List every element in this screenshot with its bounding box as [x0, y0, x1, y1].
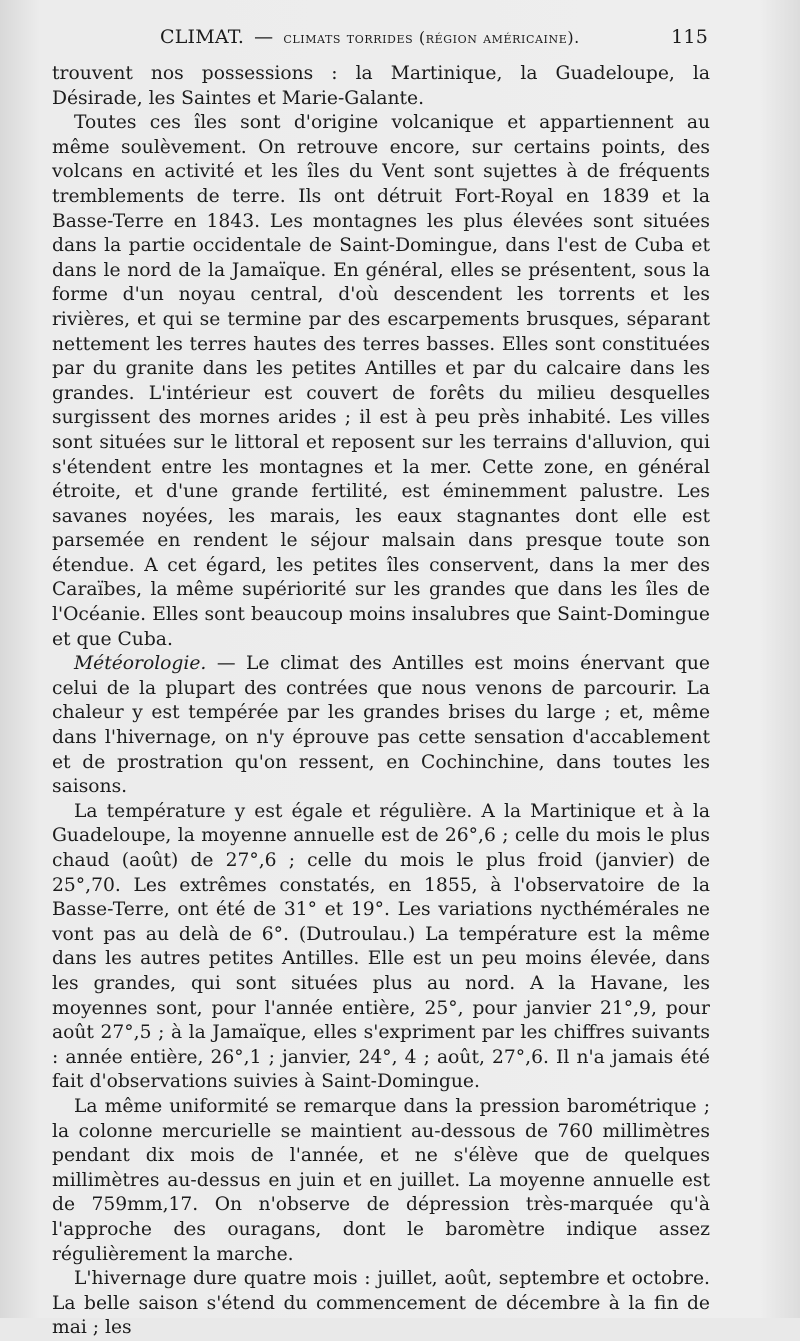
paragraph	[52, 652, 710, 800]
header-left	[160, 26, 580, 48]
header-dash: —	[254, 26, 274, 48]
paragraph: Toutes ces îles sont d'origine volcanique et appartiennent au même soulèvement. On retrouve encore, sur certains points, des volcans en activité et les îles du Vent sont sujettes à de fréquents tremblements de terre. Ils ont détruit Fort-Royal en 1839 et la Basse-Terre en 1843. Les montagnes les plus élevées sont situées dans la partie occidentale de Saint-Domingue, dans l'est de Cuba et dans le nord de la Jamaïque. En général, elles se présentent, sous la forme d'un noyau central, d'où descendent les torrents et les rivières, et qui se termine par des escarpements brusques, séparant nettement les terres hautes des terres basses. Elles sont constituées par du granite dans les petites Antilles et par du calcaire dans les grandes. L'intérieur est couvert de forêts du milieu desquelles surgissent des mornes arides ; il est à peu près inhabité. Les villes sont situées sur le littoral et reposent sur les terrains d'alluvion, qui s'étendent entre les montagnes et la mer. Cette zone, en général étroite, et d'une grande fertilité, est éminemment palustre. Les savanes noyées, les marais, les eaux stagnantes dont elle est parsemée en rendent le séjour malsain dans presque toute son étendue. A cet égard, les petites îles conservent, dans la mer des Caraïbes, la même supériorité sur les grandes que dans les îles de l'Océanie. Elles sont beaucoup moins insalubres que Saint-Domingue et que Cuba.	[52, 112, 710, 650]
page-number: 115	[671, 26, 708, 48]
section-heading: Météorologie.	[74, 653, 207, 675]
header-title: CLIMAT.	[160, 26, 245, 48]
paragraph-text: — Le climat des Antilles est moins énervant que celui de la plupart des contrées que nous venons de parcourir. La chaleur y est tempérée par les grandes brises du large ; et, même dans l'hivernage, on n'y éprouve pas cette sensation d'accablement et de prostration qu'on ressent, en Cochinchine, dans toutes les saisons.	[52, 653, 710, 798]
paragraph: trouvent nos possessions : la Martinique, la Guadeloupe, la Désirade, les Saintes et Marie-Galante.	[52, 63, 710, 109]
running-header	[160, 26, 708, 54]
paragraph: La même uniformité se remarque dans la pression barométrique ; la colonne mercurielle se maintient au-dessous de 760 millimètres pendant dix mois de l'année, et ne s'élève que de quelques millimètres au-dessus en juin et en juillet. La moyenne annuelle est de 759mm,17. On n'observe de dépression très-marquée qu'à l'approche des ouragans, dont le baromètre indique assez régulièrement la marche.	[52, 1095, 710, 1265]
paragraph: L'hivernage dure quatre mois : juillet, août, septembre et octobre. La belle saison s'étend du commencement de décembre à la fin de mai ; les	[52, 1268, 710, 1339]
header-subtitle: climats torrides (région américaine).	[283, 28, 580, 47]
page-body	[52, 62, 710, 1341]
paragraph: La température y est égale et régulière. A la Martinique et à la Guadeloupe, la moyenne annuelle est de 26°,6 ; celle du mois le plus chaud (août) de 27°,6 ; celle du mois le plus froid (janvier) de 25°,70. Les extrêmes constatés, en 1855, à l'observatoire de la Basse-Terre, ont été de 31° et 19°. Les variations nycthémérales ne vont pas au delà de 6°. (Dutroulau.) La température est la même dans les autres petites Antilles. Elle est un peu moins élevée, dans les grandes, qui sont situées plus au nord. A la Havane, les moyennes sont, pour l'année entière, 25°, pour janvier 21°,9, pour août 27°,5 ; à la Jamaïque, elles s'expriment par les chiffres suivants : année entière, 26°,1 ; janvier, 24°, 4 ; août, 27°,6. Il n'a jamais été fait d'observations suivies à Saint-Domingue.	[52, 800, 710, 1093]
